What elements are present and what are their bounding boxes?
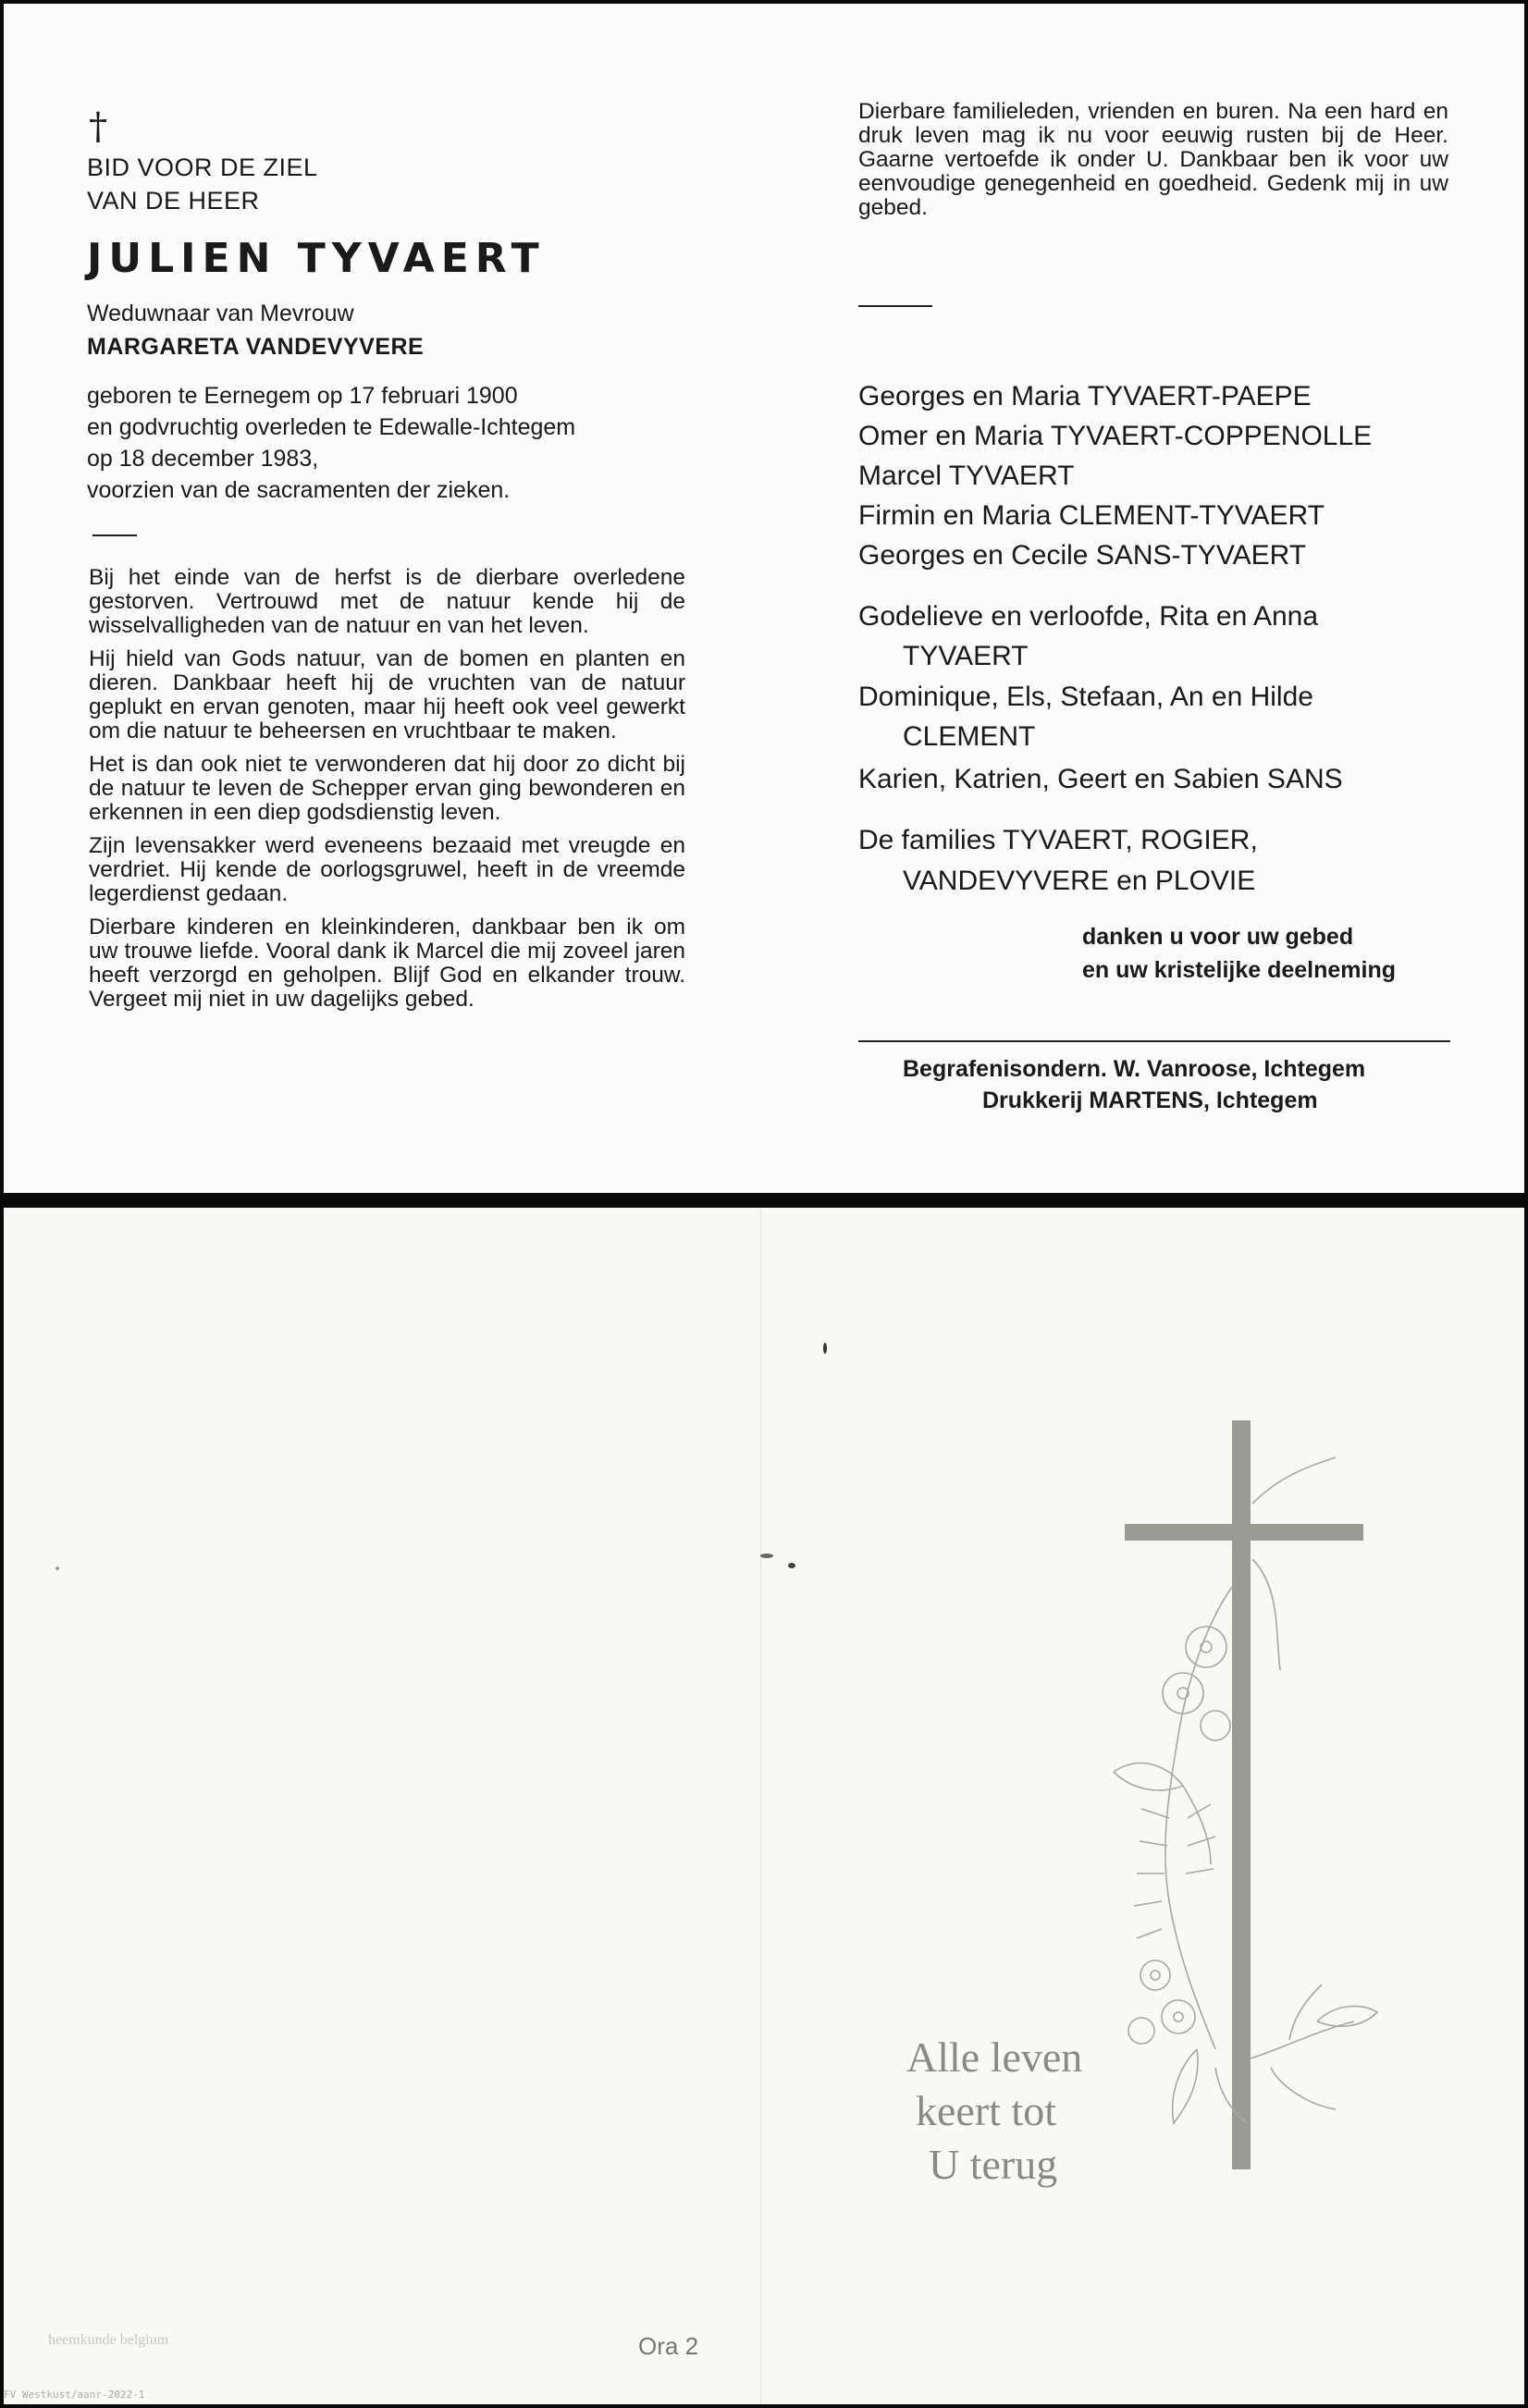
- speck-mark: [823, 1343, 827, 1354]
- card-model-label: Ora 2: [638, 2332, 699, 2360]
- bid-line-1: BID VOOR DE ZIEL: [87, 154, 318, 181]
- printer-line: Drukkerij MARTENS, Ichtegem: [982, 1087, 1318, 1113]
- speck-mark: [55, 1566, 59, 1570]
- footer-rule: [858, 1040, 1450, 1042]
- card-cover: [4, 1208, 1524, 2404]
- archive-logo: heemkunde belgium: [48, 2332, 169, 2348]
- undertaker-line: Begrafenisondern. W. Vanroose, Ichtegem: [903, 1056, 1366, 1082]
- tribute-paragraph-5: Dierbare kinderen en kleinkinderen, dankbaar ben ik om uw trouwe liefde. Vooral dank ik Marcel die mij zoveel jaren heeft verzorgd en geholpen. Blijf God en elkander trouw. Vergeet mij niet in uw dagelijks gebed.: [89, 915, 685, 1012]
- motto-line-2: keert tot: [916, 2087, 1056, 2134]
- spouse-name: MARGARETA VANDEVYVERE: [87, 334, 425, 360]
- intro-text: Dierbare familieleden, vrienden en buren. Na een hard en druk leven mag ik nu voor eeuwig rusten bij de Heer. Gaarne vertoefde ik onder U. Dankbaar ben ik voor uw eenvoudige genegenheid en goedheid. Gedenk mij in uw gebed.: [858, 99, 1448, 220]
- tribute-paragraph-4: Zijn levensakker werd eveneens bezaaid met vreugde en verdriet. Hij kende de oorlogsgruwel, heeft in de vreemde legerdienst gedaan.: [89, 833, 685, 906]
- family-line-3: Marcel TYVAERT: [858, 461, 1075, 491]
- birth-line-1: geboren te Eernegem op 17 februari 1900: [87, 383, 518, 409]
- thanks-line-2: en uw kristelijke deelneming: [1082, 957, 1397, 983]
- motto-text: [906, 2031, 1082, 2192]
- motto-line-1: Alle leven: [906, 2033, 1083, 2081]
- family-line-7: TYVAERT: [903, 641, 1029, 671]
- tribute-paragraph-1: Bij het einde van de herfst is de dierbare overledene gestorven. Vertrouwd met de natuur kende hij de wisselvalligheden van de natuur en van het leven.: [89, 565, 685, 638]
- cross-symbol: †: [89, 105, 107, 148]
- left-divider: [92, 534, 137, 536]
- cross-with-flowers-icon: [1058, 1420, 1428, 2206]
- family-line-6: Godelieve en verloofde, Rita en Anna: [858, 601, 1319, 632]
- speck-mark: [788, 1563, 795, 1568]
- birth-line-2: en godvruchtig overleden te Edewalle-Ichtegem: [87, 414, 576, 440]
- family-line-2: Omer en Maria TYVAERT-COPPENOLLE: [858, 421, 1373, 451]
- widower-line: Weduwnaar van Mevrouw: [87, 301, 354, 326]
- tribute-paragraph-3: Het is dan ook niet te verwonderen dat hij door zo dicht bij de natuur te leven de Schepper ervan ging bewonderen en erkennen in een diep godsdienstig leven.: [89, 752, 685, 825]
- archive-stamp: FV Westkust/aanr-2022-1: [4, 2389, 145, 2401]
- family-line-12: VANDEVYVERE en PLOVIE: [903, 866, 1256, 896]
- family-line-1: Georges en Maria TYVAERT-PAEPE: [858, 381, 1312, 412]
- speck-mark: [760, 1554, 773, 1558]
- family-line-4: Firmin en Maria CLEMENT-TYVAERT: [858, 500, 1325, 531]
- right-divider: [858, 305, 932, 307]
- family-line-11: De families TYVAERT, ROGIER,: [858, 825, 1258, 855]
- motto-line-3: U terug: [929, 2141, 1058, 2188]
- family-line-9: CLEMENT: [903, 721, 1036, 752]
- thanks-line-1: danken u voor uw gebed: [1082, 924, 1354, 950]
- family-line-5: Georges en Cecile SANS-TYVAERT: [858, 540, 1307, 571]
- tribute-text: [89, 566, 685, 1021]
- card-inside: [4, 4, 1524, 1193]
- birth-line-4: voorzien van de sacramenten der zieken.: [87, 477, 511, 503]
- family-line-10: Karien, Katrien, Geert en Sabien SANS: [858, 764, 1343, 794]
- bid-line-2: VAN DE HEER: [87, 187, 260, 215]
- tribute-paragraph-2: Hij hield van Gods natuur, van de bomen en planten en dieren. Dankbaar heeft hij de vruchten van de natuur geplukt en ervan genoten, maar hij heeft ook veel gewerkt om die natuur te beheersen en vruchtbaar te maken.: [89, 646, 685, 743]
- family-line-8: Dominique, Els, Stefaan, An en Hilde: [858, 682, 1313, 712]
- card-fold-line: [760, 1208, 761, 2404]
- birth-line-3: op 18 december 1983,: [87, 446, 319, 472]
- deceased-name: JULIEN TYVAERT: [87, 235, 546, 282]
